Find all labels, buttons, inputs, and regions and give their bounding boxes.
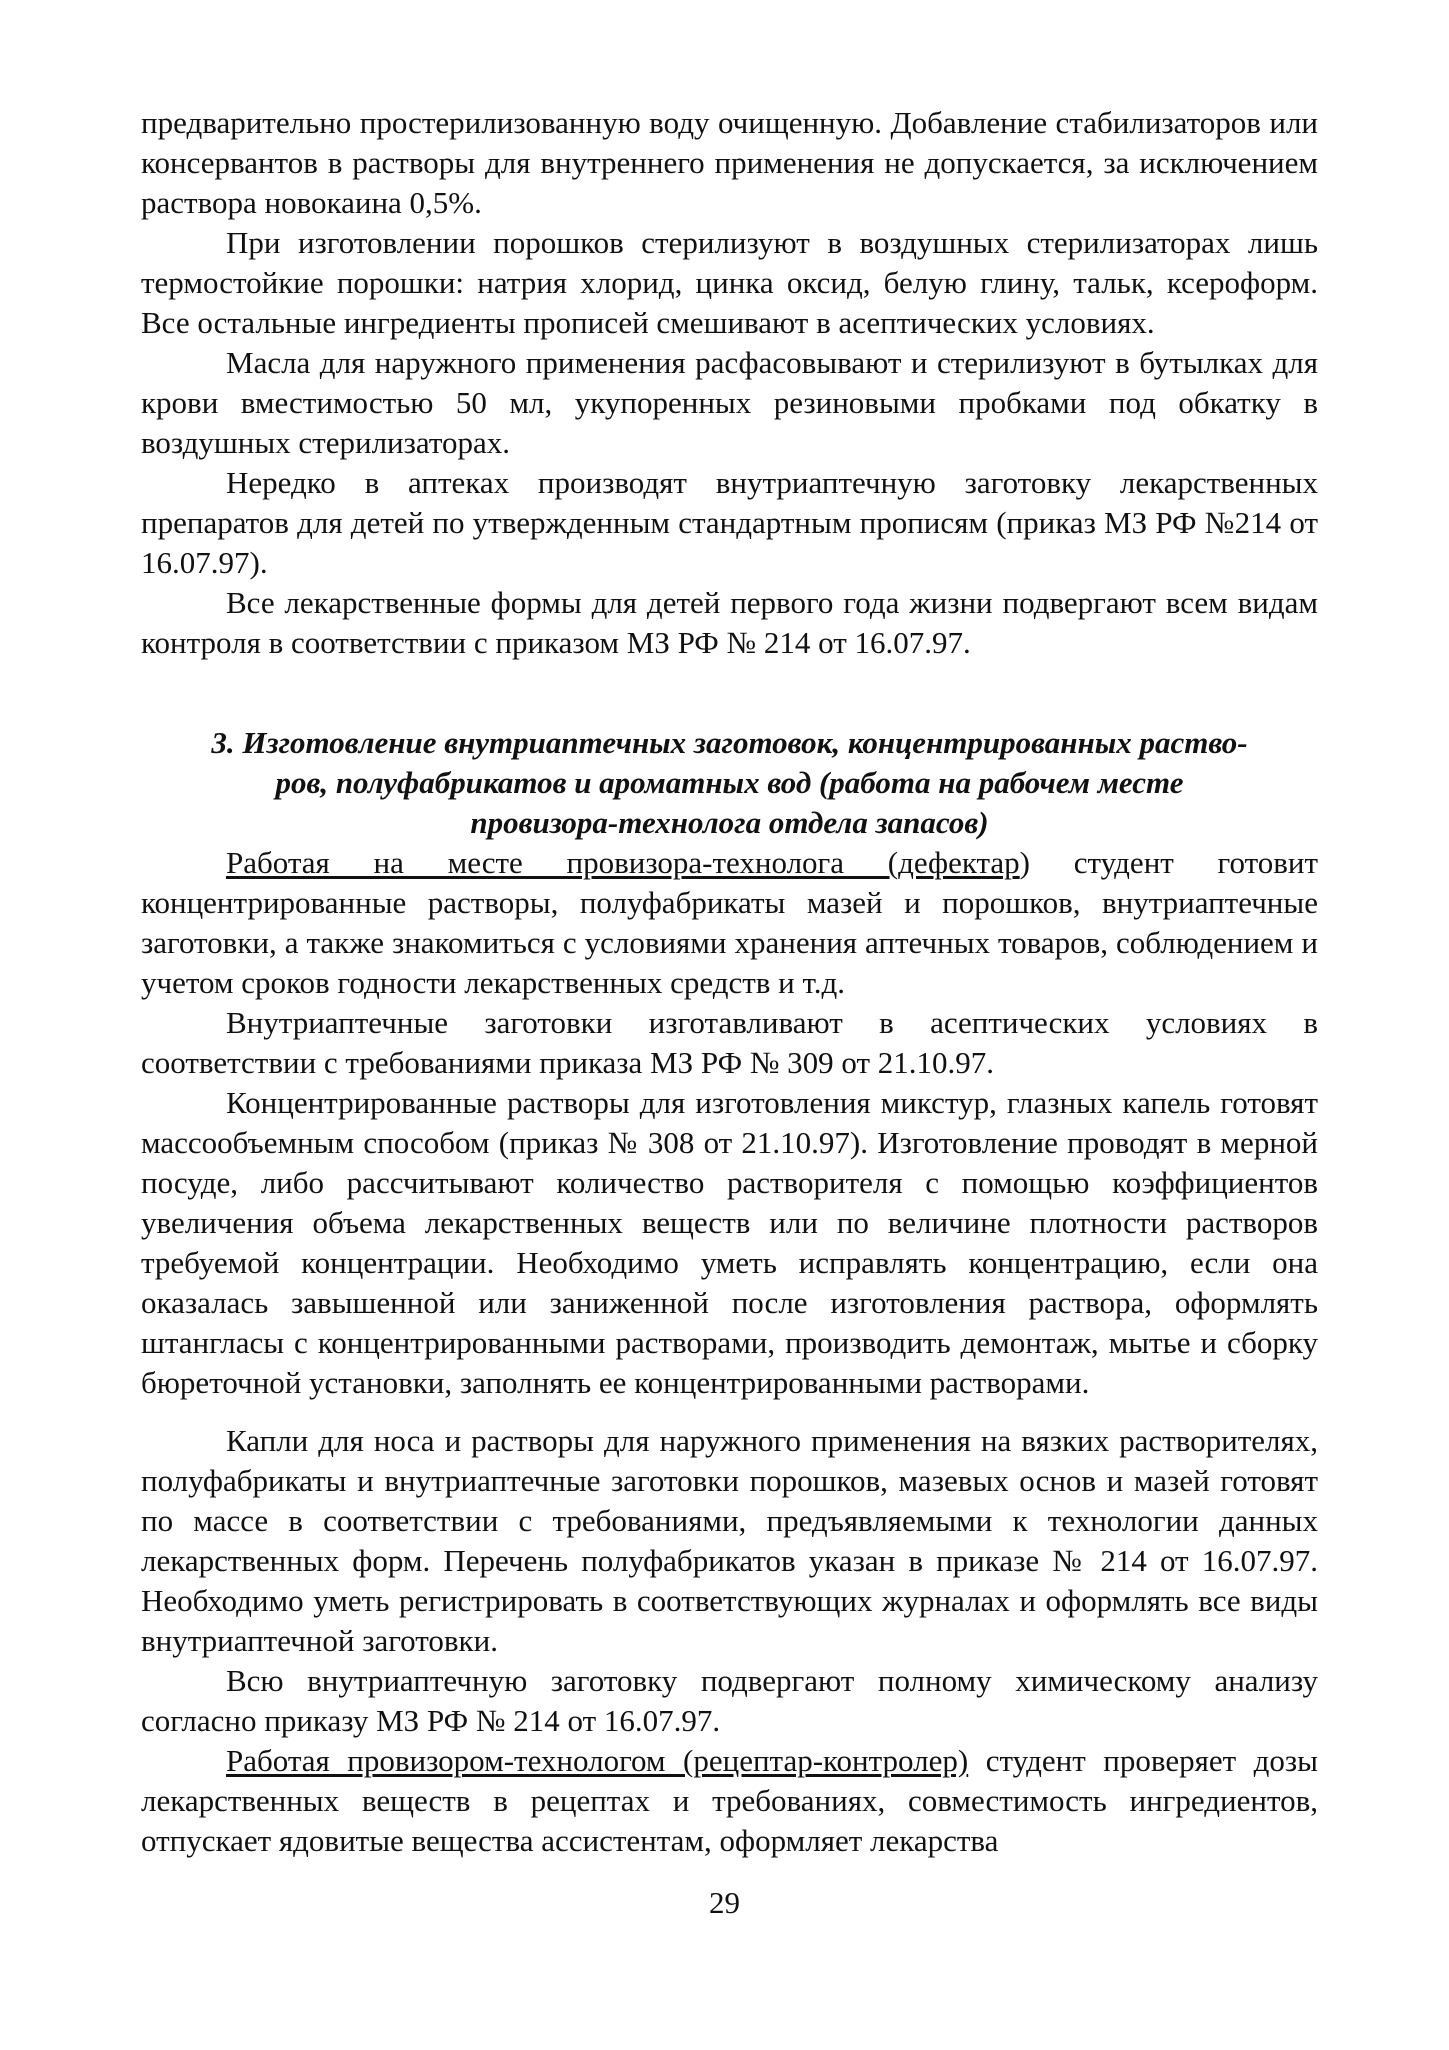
paragraph-children-preparations: Нередко в аптеках производят внутриаптечную заготовку лекарственных препаратов для детей по утвержденным стандартным прописям (приказ МЗ РФ №214 от 16.07.97). [141, 465, 1318, 580]
page-number: 29 [709, 1885, 740, 1920]
section-heading-line: 3. Изготовление внутриаптечных заготовок, концентрированных раство- [211, 725, 1248, 760]
paragraph-chemical-analysis: Всю внутриаптечную заготовку подвергают полному химическому анализу согласно приказу МЗ РФ № 214 от 16.07.97. [141, 1663, 1318, 1738]
section-heading [141, 723, 1318, 843]
paragraph-concentrated-solutions: Концентрированные растворы для изготовления микстур, глазных капель готовят массообъемным способом (приказ № 308 от 21.10.97). Изготовление проводят в мерной посуде, либо рассчитывают количество растворителя с помощью коэффициентов увеличения объема лекарственных веществ или по величине плотности растворов требуемой концентрации. Необходимо уметь исправлять концентрацию, если она оказалась завышенной или заниженной после изготовления раствора, оформлять штангласы с концентрированными растворами, производить демонтаж, мытье и сборку бюреточной установки, заполнять ее концентрированными растворами. [141, 1085, 1318, 1400]
paragraph-oils-external: Масла для наружного применения расфасовывают и стерилизуют в бутылках для крови вместимостью 50 мл, укупоренных резиновыми пробками под обкатку в воздушных стерилизаторах. [141, 345, 1318, 460]
paragraph-defektar-text: ) студент готовит концентрированные растворы, полуфабрикаты мазей и порошков, внутриаптечные заготовки, а также знакомиться с условиями хранения аптечных товаров, соблюдением и учетом сроков годности лекарственных средств и т.д. [141, 845, 1318, 1000]
paragraph-nasal-drops: Капли для носа и растворы для наружного применения на вязких растворителях, полуфабрикаты и внутриаптечные заготовки порошков, мазевых основ и мазей готовят по массе в соответствии с требованиями, предъявляемыми к технологии данных лекарственных форм. Перечень полуфабрикатов указан в приказе № 214 от 16.07.97. Необходимо уметь регистрировать в соответствующих журналах и оформлять все виды внутриаптечной заготовки. [141, 1423, 1318, 1658]
underlined-role-recepter: Работая провизором-технологом (рецептар-контролер) [226, 1743, 969, 1778]
paragraph-sterilized-water: предварительно простерилизованную воду очищенную. Добавление стабилизаторов или консервантов в растворы для внутреннего применения не допускается, за исключением раствора новокаина 0,5%. [141, 105, 1318, 220]
paragraph-infant-control: Все лекарственные формы для детей первого года жизни подвергают всем видам контроля в соответствии с приказом МЗ РФ № 214 от 16.07.97. [141, 585, 1318, 660]
paragraph-recepter [141, 1741, 1318, 1861]
paragraph-recepter-text: студент проверяет дозы лекарственных веществ в рецептах и требованиях, совместимость ингредиентов, отпускает ядовитые вещества ассистентам, оформляет лекарства [141, 1743, 1318, 1858]
section-heading-line: провизора-технолога отдела запасов) [470, 805, 989, 840]
paragraph-defektar [141, 843, 1318, 1003]
paragraph-powders-sterilization: При изготовлении порошков стерилизуют в воздушных стерилизаторах лишь термостойкие порошки: натрия хлорид, цинка оксид, белую глину, тальк, ксероформ. Все остальные ингредиенты прописей смешивают в асептических условиях. [141, 225, 1318, 340]
section-heading-line: ров, полуфабрикатов и ароматных вод (работа на рабочем месте [275, 765, 1184, 800]
paragraph-aseptic-conditions: Внутриаптечные заготовки изготавливают в асептических условиях в соответствии с требованиями приказа МЗ РФ № 309 от 21.10.97. [141, 1005, 1318, 1080]
underlined-role-defektar: Работая на месте провизора-технолога (дефектар [226, 845, 1020, 880]
text-column [141, 103, 1318, 1861]
